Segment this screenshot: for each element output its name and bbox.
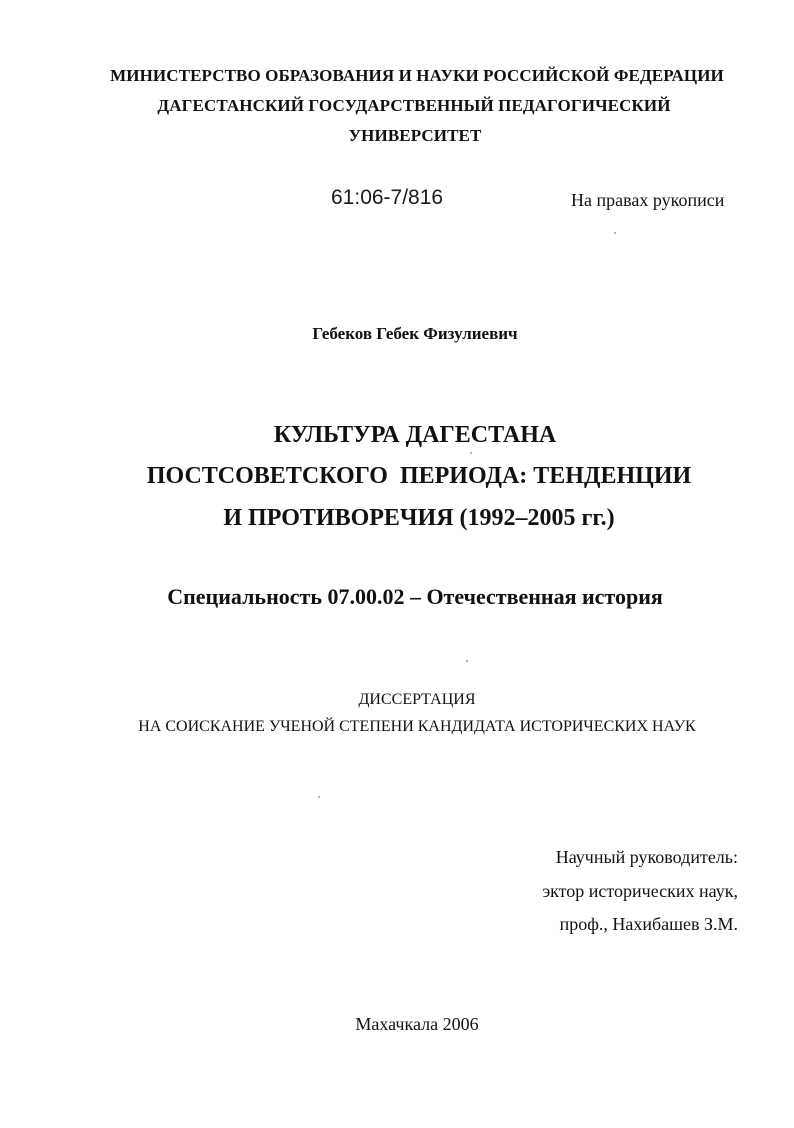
scan-speck xyxy=(614,232,616,234)
title-line-2: ПОСТСОВЕТСКОГО ПЕРИОДА: ТЕНДЕНЦИИ xyxy=(146,463,692,489)
scan-speck xyxy=(318,796,320,798)
city-year: Махачкала 2006 xyxy=(355,1014,479,1034)
specialty-line: Специальность 07.00.02 – Отечественная история xyxy=(167,584,663,609)
dissertation-line-1: ДИССЕРТАЦИЯ xyxy=(358,691,476,708)
ministry-line-3: УНИВЕРСИТЕТ xyxy=(348,126,482,145)
title-line-1: КУЛЬТУРА ДАГЕСТАНА xyxy=(273,422,557,448)
author-name: Гебеков Гебек Физулиевич xyxy=(312,324,518,343)
dissertation-line-2: НА СОИСКАНИЕ УЧЕНОЙ СТЕПЕНИ КАНДИДАТА ИСТОРИЧЕСКИХ НАУК xyxy=(138,718,696,735)
title-line-3: И ПРОТИВОРЕЧИЯ (1992–2005 гг.) xyxy=(223,505,615,531)
scan-speck xyxy=(470,452,472,454)
ministry-line-1: МИНИСТЕРСТВО ОБРАЗОВАНИЯ И НАУКИ РОССИЙСКОЙ ФЕДЕРАЦИИ xyxy=(110,66,724,85)
advisor-name: проф., Нахибашев З.М. xyxy=(559,914,738,934)
ministry-line-2: ДАГЕСТАНСКИЙ ГОСУДАРСТВЕННЫЙ ПЕДАГОГИЧЕСКИЙ xyxy=(157,96,671,115)
rights-note: На правах рукописи xyxy=(571,190,725,210)
advisor-degree: эктор исторических наук, xyxy=(542,881,738,901)
catalog-number: 61:06-7/816 xyxy=(331,186,444,209)
advisor-label: Научный руководитель: xyxy=(555,847,738,867)
scan-speck xyxy=(466,660,468,662)
